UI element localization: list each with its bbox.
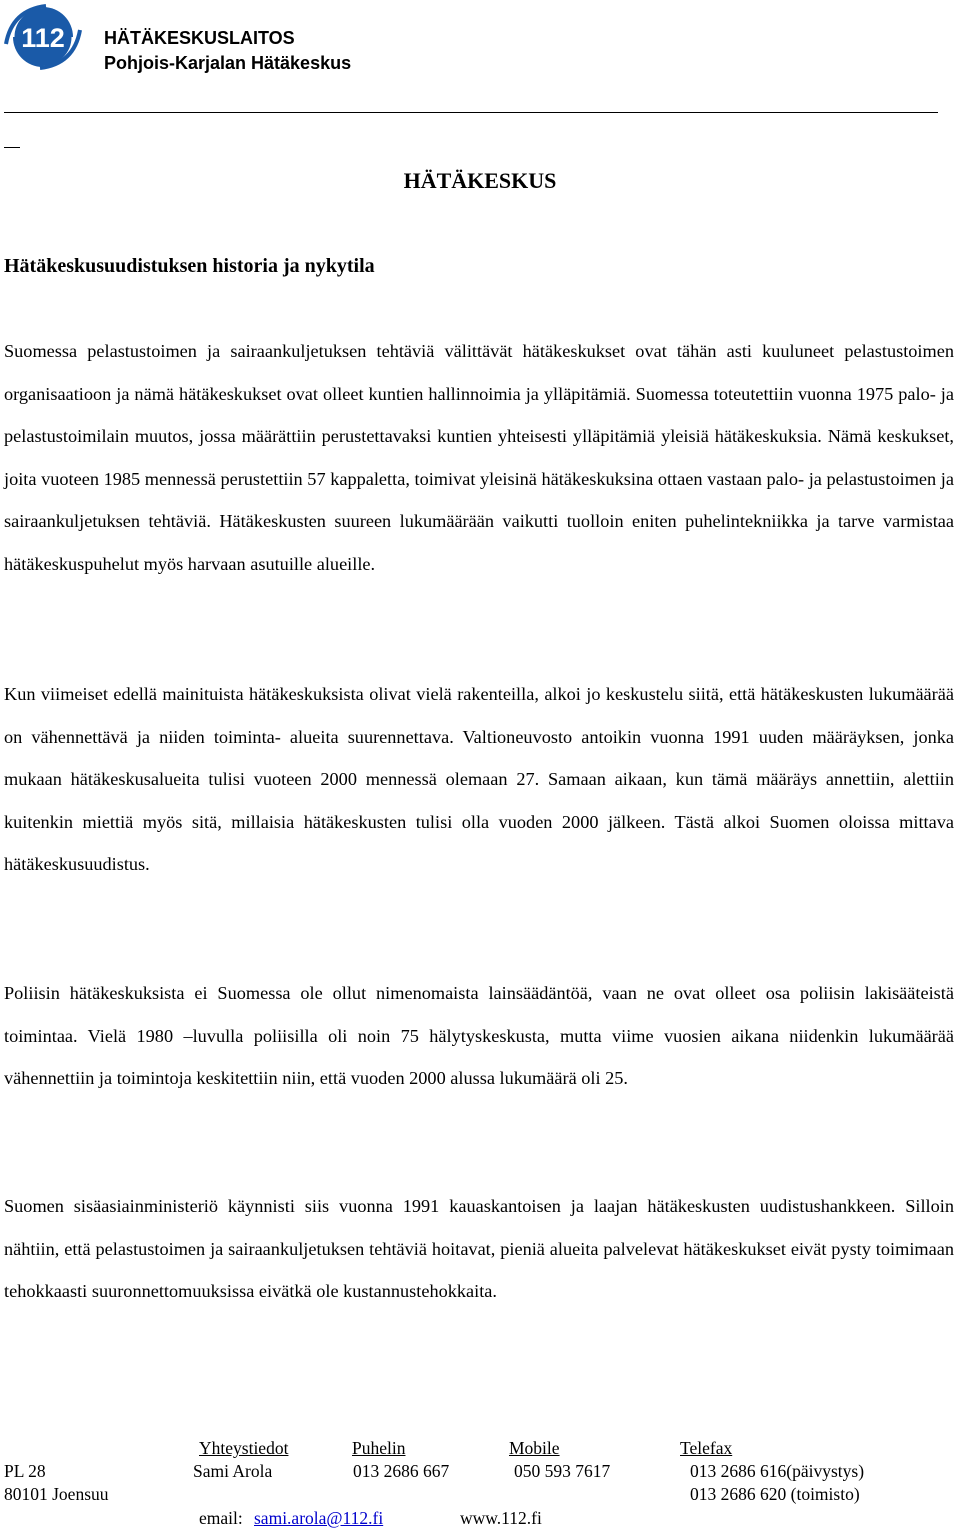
- paragraph: Kun viimeiset edellä mainituista hätäkeskuksista olivat vielä rakenteilla, alkoi jo keskustelu siitä, että hätäkeskusten lukumäärää on vähennettävä ja niiden toiminta- alueita suurennettava. Valtioneuvosto antoikin vuonna 1991 uuden määräyksen, jonka mukaan hätäkeskusalueita tulisi vuoteen 2000 mennessä olemaan 27. Samaan aikaan, kun tämä määräys annettiin, alettiin kuitenkin miettiä myös sitä, millaisia hätäkeskusten tulisi olla vuoden 2000 jälkeen. Tästä alkoi Suomen oloissa mittava hätäkeskusuudistus.: [4, 684, 954, 875]
- mobile-number: 050 593 7617: [514, 1461, 611, 1481]
- svg-text:112: 112: [21, 23, 65, 53]
- document-title: HÄTÄKESKUS: [403, 168, 557, 193]
- website-link[interactable]: www.112.fi: [460, 1508, 542, 1528]
- footer-header-contact: Yhteystiedot: [199, 1438, 289, 1458]
- footer-header-fax: Telefax: [680, 1438, 733, 1458]
- address-line-2: 80101 Joensuu: [4, 1484, 109, 1504]
- paragraph: Suomessa pelastustoimen ja sairaankuljetuksen tehtäviä välittävät hätäkeskukset ovat tähän asti kuuluneet pelastustoimen organisaatioon ja nämä hätäkeskukset ovat olleet kuntien hallinnoimia ja ylläpitämiä. Suomessa toteutettiin vuonna 1975 palo- ja pelastustoimilain muutos, jossa määrättiin perustettavaksi kuntien yhteisesti ylläpitämiä yleisiä hätäkeskuksia. Nämä keskukset, joita vuoteen 1985 mennessä perustettiin 57 kappaletta, toimivat yleisinä hätäkeskuksina ottaen vastaan palo- ja pelastustoimen ja sairaankuljetuksen tehtäviä. Hätäkeskusten suureen lukumäärään vaikutti tuolloin eniten puhelintekniikka ja tarve varmistaa hätäkeskuspuhelut myös harvaan asutuille alueille.: [4, 341, 954, 574]
- footer-header-phone: Puhelin: [352, 1438, 406, 1458]
- emergency-112-logo: [2, 4, 84, 70]
- header-divider: [4, 112, 938, 113]
- paragraph: Poliisin hätäkeskuksista ei Suomessa ole ollut nimenomaista lainsäädäntöä, vaan ne ovat olleet osa poliisin lakisääteistä toimintaa. Vielä 1980 –luvulla poliisilla oli noin 75 hälytyskeskusta, mutta viime vuosien aikana niidenkin lukumäärää vähennettiin ja toimintoja keskitettiin niin, että vuoden 2000 alussa lukumäärä oli 25.: [4, 983, 954, 1089]
- fax-number-office: 013 2686 620 (toimisto): [690, 1484, 860, 1504]
- contact-name: Sami Arola: [193, 1461, 273, 1481]
- phone-number: 013 2686 667: [353, 1461, 450, 1481]
- section-heading: Hätäkeskusuudistuksen historia ja nykytila: [4, 255, 375, 277]
- header-divider-tail: [4, 147, 20, 148]
- contact-footer: [0, 1436, 960, 1534]
- footer-header-mobile: Mobile: [509, 1438, 560, 1458]
- address-line-1: PL 28: [4, 1461, 46, 1481]
- organization-name: [104, 26, 351, 76]
- paragraph: Suomen sisäasiainministeriö käynnisti siis vuonna 1991 kauaskantoisen ja laajan hätäkeskusten uudistushankkeen. Silloin nähtiin, että pelastustoimen ja sairaankuljetuksen tehtäviä hoitavat, pieniä alueita palvelevat hätäkeskukset eivät pysty toimimaan tehokkaasti suuronnettomuuksissa eivätkä ole kustannustehokkaita.: [4, 1196, 954, 1302]
- email-link[interactable]: sami.arola@112.fi: [254, 1508, 384, 1528]
- email-label: email:: [199, 1508, 243, 1528]
- org-line-1: HÄTÄKESKUSLAITOS: [104, 28, 295, 48]
- fax-number-duty: 013 2686 616(päivystys): [690, 1461, 865, 1481]
- org-line-2: Pohjois-Karjalan Hätäkeskus: [104, 53, 352, 73]
